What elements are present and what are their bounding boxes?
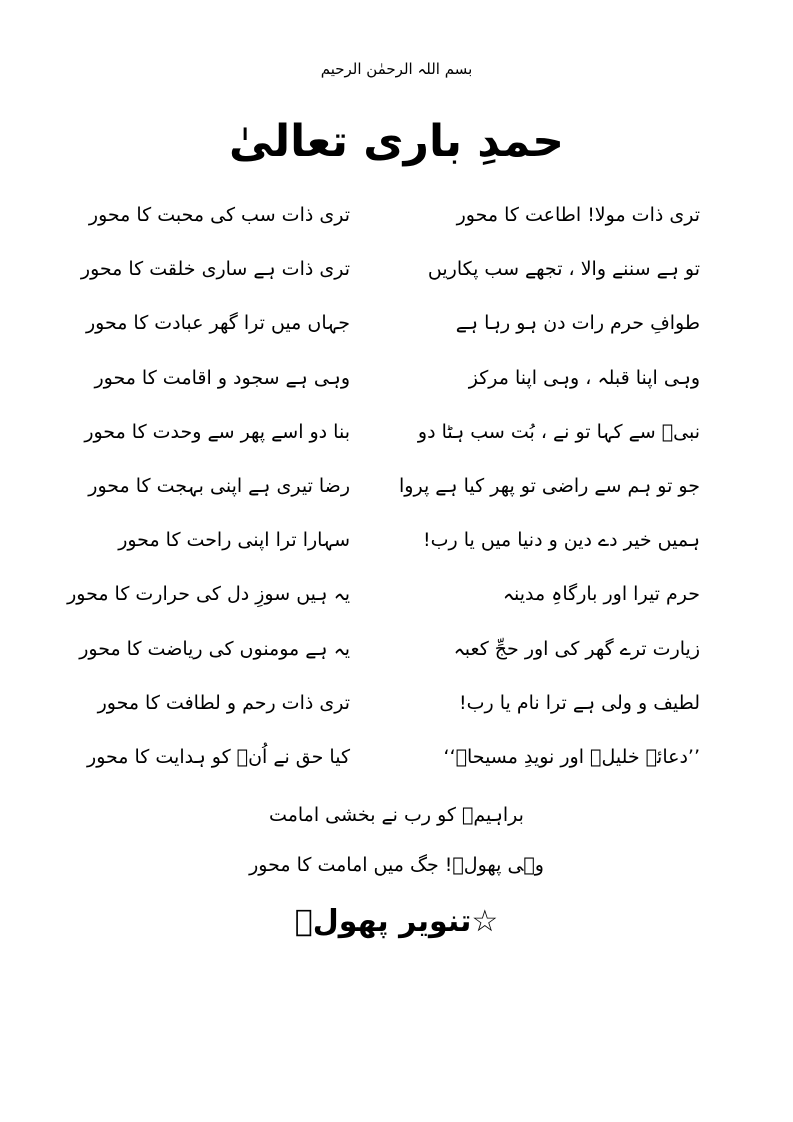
couplet — [60, 740, 700, 794]
couplet-second-line: وہی ہے سجود و اقامت کا محور — [94, 366, 350, 389]
couplet — [60, 686, 700, 740]
couplet-second-line: جہاں میں ترا گھر عبادت کا محور — [85, 312, 350, 335]
closing-couplet — [0, 790, 793, 890]
couplet — [60, 198, 700, 252]
couplet-first-line: تو ہے سننے والا ، تجھے سب پکاریں — [427, 258, 700, 281]
couplet — [60, 632, 700, 686]
couplet-second-line: تری ذات رحم و لطافت کا محور — [97, 691, 350, 714]
couplet — [60, 469, 700, 523]
poem-title: حمدِ باری تعالیٰ — [229, 116, 564, 167]
couplet-first-line: وہی اپنا قبلہ ، وہی اپنا مرکز — [468, 366, 700, 389]
couplet — [60, 577, 700, 631]
poet-name: ☆تنویر پھولؔ — [294, 904, 499, 939]
couplet-second-line: بنا دو اسے پھر سے وحدت کا محور — [84, 420, 350, 443]
couplet-second-line: کیا حق نے اُنؐ کو ہدایت کا محور — [87, 745, 350, 768]
bismillah: بسم اللہ الرحمٰن الرحیم — [320, 60, 473, 78]
couplet-first-line: جو تو ہم سے راضی تو پھر کیا ہے پروا — [399, 474, 700, 497]
couplet-first-line: حرم تیرا اور بارگاہِ مدینہ — [502, 583, 700, 606]
couplet-first-line: ’’دعائے خلیلؑ اور نویدِ مسیحاؑ‘‘ — [443, 745, 700, 768]
couplet-first-line: زیارت ترے گھر کی اور حجِّ کعبہ — [453, 637, 700, 660]
couplets-list — [60, 198, 700, 794]
couplet-second-line: رضا تیری ہے اپنی بہجت کا محور — [88, 474, 350, 497]
couplet — [60, 252, 700, 306]
couplet — [60, 523, 700, 577]
couplet — [60, 415, 700, 469]
closing-second-line: وہی پھولؔ! جگ میں امامت کا محور — [249, 854, 544, 876]
couplet-second-line: سہارا ترا اپنی راحت کا محور — [118, 529, 350, 552]
couplet-first-line: لطیف و ولی ہے ترا نام یا رب! — [459, 691, 700, 714]
couplet-second-line: یہ ہے مومنوں کی ریاضت کا محور — [79, 637, 350, 660]
couplet-first-line: ہمیں خیر دے دین و دنیا میں یا رب! — [423, 529, 700, 552]
closing-first-line: براہیمؑ کو رب نے بخشی امامت — [269, 804, 524, 826]
couplet-first-line: طوافِ حرم رات دن ہو رہا ہے — [455, 312, 700, 335]
couplet — [60, 306, 700, 360]
couplet-first-line: تری ذات مولا! اطاعت کا محور — [456, 204, 700, 226]
couplet-second-line: تری ذات ہے ساری خلقت کا محور — [80, 258, 350, 281]
couplet — [60, 361, 700, 415]
couplet-second-line: تری ذات سب کی محبت کا محور — [88, 204, 350, 226]
couplet-second-line: یہ ہیں سوزِ دل کی حرارت کا محور — [67, 583, 350, 606]
couplet-first-line: نبیؐ سے کہا تو نے ، بُت سب ہٹا دو — [417, 420, 700, 443]
